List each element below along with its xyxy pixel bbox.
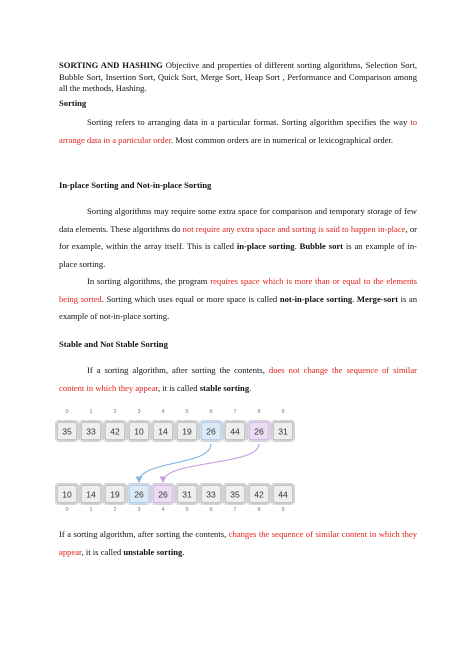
- array-index: 6: [209, 507, 213, 513]
- text-run: If a sorting algorithm, after sorting the contents,: [87, 365, 269, 375]
- stability-arrows: [139, 444, 259, 482]
- array-value: 35: [62, 426, 72, 437]
- bold-term: stable sorting: [199, 382, 250, 393]
- array-value: 26: [206, 426, 216, 437]
- array-index: 9: [281, 409, 285, 415]
- array-value: 42: [254, 489, 264, 500]
- array-index: 0: [65, 507, 69, 513]
- intro-text: Objective and properties of different sorting algorithms, Selection Sort, Bubble Sort, Insertion Sort, Quick Sort, Merge Sort, Heap Sort , Performance and Comparison among all the methods, Hashing.: [59, 60, 417, 93]
- array-value: 44: [278, 489, 288, 500]
- array-index: 5: [185, 409, 189, 415]
- stable-heading: Stable and Not Stable Sorting: [59, 339, 168, 349]
- text-run: Sorting refers to arranging data in a particular format. Sorting algorithm specifies the way: [87, 117, 411, 127]
- array-value: 10: [134, 426, 144, 437]
- text-run: .: [294, 241, 300, 252]
- array-index: 1: [89, 409, 93, 415]
- array-value: 44: [230, 426, 240, 437]
- array-index: 3: [137, 507, 141, 513]
- text-run: If a sorting algorithm, after sorting the contents,: [59, 529, 229, 539]
- array-index: 6: [209, 409, 213, 415]
- highlighted-text: does not change the sequence of similar content in which they appear: [59, 365, 417, 393]
- array-value: 42: [110, 426, 120, 437]
- text-run: , it is called: [157, 382, 200, 393]
- sorting-paragraph: [59, 114, 417, 149]
- array-value: 35: [230, 489, 240, 500]
- array-value: 14: [86, 489, 96, 500]
- array-index: 2: [113, 507, 117, 513]
- inplace-paragraph-2: [59, 273, 417, 326]
- text-run: Sorting algorithms may require some extra space for comparison and temporary storage of few data elements. These algorithms do: [59, 206, 417, 234]
- text-run: .: [352, 293, 357, 304]
- array-index: 9: [281, 507, 285, 513]
- array-value: 26: [134, 489, 144, 500]
- array-index: 1: [89, 507, 93, 513]
- unsorted-array: [56, 409, 295, 442]
- move-arrow: [139, 444, 211, 482]
- array-value: 31: [278, 426, 288, 437]
- array-index: 0: [65, 409, 69, 415]
- array-value: 10: [62, 489, 72, 500]
- intro-paragraph: [59, 60, 417, 95]
- text-run: .: [249, 382, 252, 393]
- inplace-heading: In-place Sorting and Not-in-place Sorting: [59, 180, 212, 190]
- array-value: 31: [182, 489, 192, 500]
- sorting-heading: Sorting: [59, 98, 87, 108]
- text-run: , or for example, within the array itself. This is called: [59, 223, 417, 252]
- highlighted-text: not require any extra space and sorting is said to happen in-place: [182, 223, 406, 234]
- array-value: 33: [206, 489, 216, 500]
- bold-term: unstable sorting: [123, 546, 183, 557]
- array-index: 2: [113, 409, 117, 415]
- stable-paragraph-2: [59, 526, 417, 561]
- array-index: 8: [257, 409, 261, 415]
- array-index: 5: [185, 507, 189, 513]
- array-value: 14: [158, 426, 168, 437]
- text-run: . Most common orders are in numerical or lexicographical order.: [170, 134, 394, 145]
- array-index: 4: [161, 507, 165, 513]
- highlighted-text: to arrange data in a particular order: [59, 117, 417, 145]
- inplace-paragraph-1: [59, 203, 417, 273]
- array-index: 7: [233, 507, 237, 513]
- highlighted-text: changes the sequence of similar content in which they appear: [59, 529, 417, 557]
- array-index: 7: [233, 409, 237, 415]
- bold-term: not-in-place sorting: [279, 293, 353, 304]
- text-run: is an example of in-place sorting.: [59, 241, 417, 269]
- text-run: .: [182, 546, 185, 557]
- stable-paragraph-1: [59, 362, 417, 397]
- intro-heading: SORTING AND HASHING: [59, 60, 163, 70]
- sorted-array: [56, 484, 295, 514]
- stable-sort-diagram: [55, 406, 300, 516]
- highlighted-text: requires space which is more than or equal to the elements being sorted: [59, 276, 417, 304]
- array-index: 3: [137, 409, 141, 415]
- bold-term: Merge-sort: [356, 293, 398, 304]
- text-run: , it is called: [81, 546, 124, 557]
- array-value: 26: [254, 426, 264, 437]
- array-index: 8: [257, 507, 261, 513]
- array-index: 4: [161, 409, 165, 415]
- text-run: In sorting algorithms, the program: [87, 276, 211, 286]
- array-value: 19: [182, 426, 192, 437]
- array-value: 26: [158, 489, 168, 500]
- text-run: is an example of not-in-place sorting.: [59, 293, 418, 322]
- bold-term: in-place sorting: [236, 241, 295, 252]
- bold-term: Bubble sort: [299, 241, 344, 252]
- array-value: 33: [86, 426, 96, 437]
- array-value: 19: [110, 489, 120, 500]
- text-run: . Sorting which uses equal or more space is called: [101, 293, 280, 304]
